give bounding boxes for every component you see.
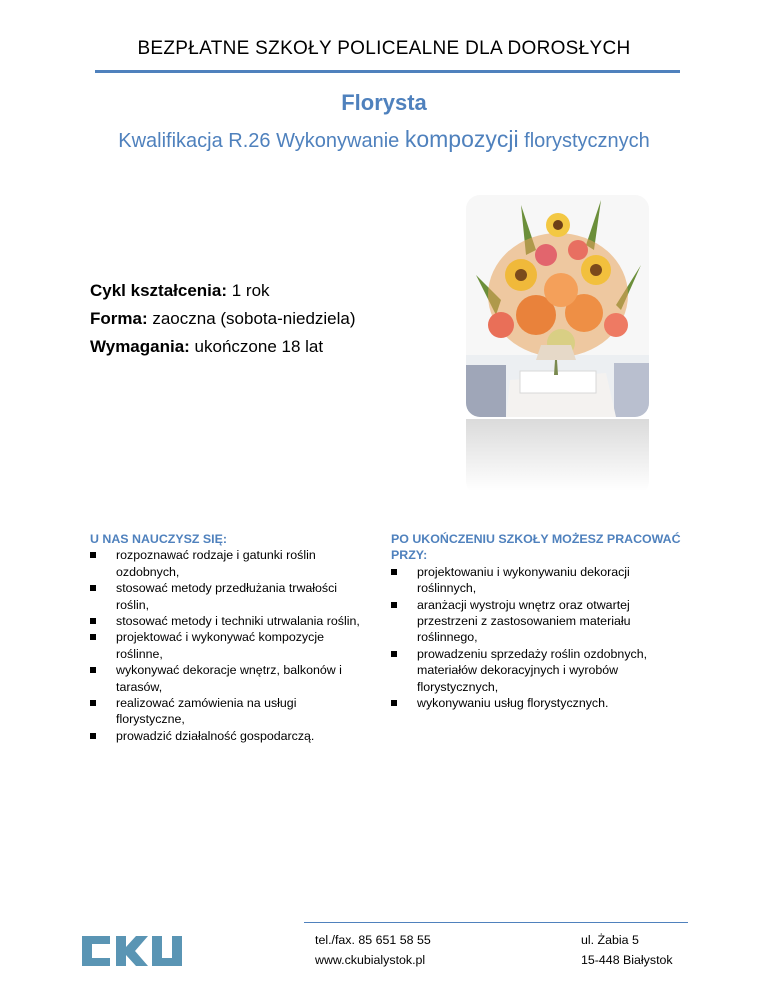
list-item xyxy=(90,613,365,629)
list-item xyxy=(90,728,365,744)
list-item-text: stosować metody przedłużania trwałości roślin, xyxy=(116,581,338,612)
list-item-text: wykonywać dekoracje wnętrz, balkonów i tarasów, xyxy=(116,663,342,694)
subtitle-part-3: florystycznych xyxy=(518,130,650,152)
learn-list xyxy=(90,547,365,744)
work-heading: PO UKOŃCZENIU SZKOŁY MOŻESZ PRACOWAĆ PRZY: xyxy=(391,532,681,563)
info-form-value: zaoczna (sobota-niedziela) xyxy=(147,309,356,328)
list-item-text: prowadzić działalność gospodarczą. xyxy=(116,728,315,743)
bullet-icon xyxy=(391,569,397,575)
footer-phone: tel./fax. 85 651 58 55 xyxy=(315,933,431,947)
footer-website[interactable]: www.ckubialystok.pl xyxy=(315,953,426,967)
list-item xyxy=(90,629,365,662)
footer-address xyxy=(581,930,673,970)
work-section xyxy=(391,531,681,711)
footer-city: 15-448 Białystok xyxy=(581,953,673,967)
info-form-label: Forma: xyxy=(90,309,148,328)
info-cycle-label: Cykl kształcenia: xyxy=(90,281,228,300)
list-item xyxy=(90,547,365,580)
bullet-icon xyxy=(391,651,397,657)
header-title: BEZPŁATNE SZKOŁY POLICEALNE DLA DOROSŁYCH xyxy=(137,38,631,59)
list-item xyxy=(391,564,681,597)
bullet-icon xyxy=(90,700,96,706)
cku-logo xyxy=(80,934,184,973)
flower-photo-reflection xyxy=(466,419,649,495)
list-item-text: aranżacji wystroju wnętrz oraz otwartej przestrzeni z zastosowaniem materiału roślinnego, xyxy=(417,597,631,645)
page-subtitle xyxy=(0,126,768,153)
list-item xyxy=(90,662,365,695)
page-title: Florysta xyxy=(341,90,427,115)
bullet-icon xyxy=(90,733,96,739)
info-requirements-label: Wymagania: xyxy=(90,337,190,356)
info-cycle xyxy=(90,277,356,305)
bullet-icon xyxy=(391,700,397,706)
list-item xyxy=(391,695,681,711)
learn-section xyxy=(90,531,365,744)
list-item-text: wykonywaniu usług florystycznych. xyxy=(417,696,609,711)
list-item-text: rozpoznawać rodzaje i gatunki roślin ozdobnych, xyxy=(116,548,316,579)
list-item xyxy=(391,646,681,695)
bullet-icon xyxy=(90,634,96,640)
list-item xyxy=(90,695,365,728)
list-item xyxy=(391,597,681,646)
bullet-icon xyxy=(90,667,96,673)
list-item-text: prowadzeniu sprzedaży roślin ozdobnych, materiałów dekoracyjnych i wyrobów florystycznych, xyxy=(417,646,648,694)
list-item-text: projektować i wykonywać kompozycje roślinne, xyxy=(116,630,324,661)
info-form xyxy=(90,305,356,333)
bullet-icon xyxy=(90,552,96,558)
footer-street: ul. Żabia 5 xyxy=(581,933,639,947)
course-info xyxy=(90,277,356,361)
list-item xyxy=(90,580,365,613)
header-divider xyxy=(95,70,680,73)
subtitle-part-1: Kwalifikacja R.26 Wykonywanie xyxy=(118,130,405,152)
bullet-icon xyxy=(391,602,397,608)
flower-photo-wrap xyxy=(466,195,649,495)
info-requirements xyxy=(90,333,356,361)
list-item-text: projektowaniu i wykonywaniu dekoracji roślinnych, xyxy=(417,564,630,596)
flower-arrangement-photo xyxy=(466,195,649,417)
work-list xyxy=(391,564,681,712)
cku-logo-icon xyxy=(80,934,184,968)
bullet-icon xyxy=(90,618,96,624)
info-cycle-value: 1 rok xyxy=(227,281,270,300)
footer-divider xyxy=(304,922,688,923)
flower-arrangement-image xyxy=(466,195,649,417)
list-item-text: stosować metody i techniki utrwalania roślin, xyxy=(116,614,360,629)
info-requirements-value: ukończone 18 lat xyxy=(189,337,324,356)
learn-heading: U NAS NAUCZYSZ SIĘ: xyxy=(90,532,227,546)
list-item-text: realizować zamówienia na usługi florystyczne, xyxy=(116,696,297,727)
subtitle-part-2: kompozycji xyxy=(404,126,519,152)
footer-contact xyxy=(315,930,431,970)
bullet-icon xyxy=(90,585,96,591)
